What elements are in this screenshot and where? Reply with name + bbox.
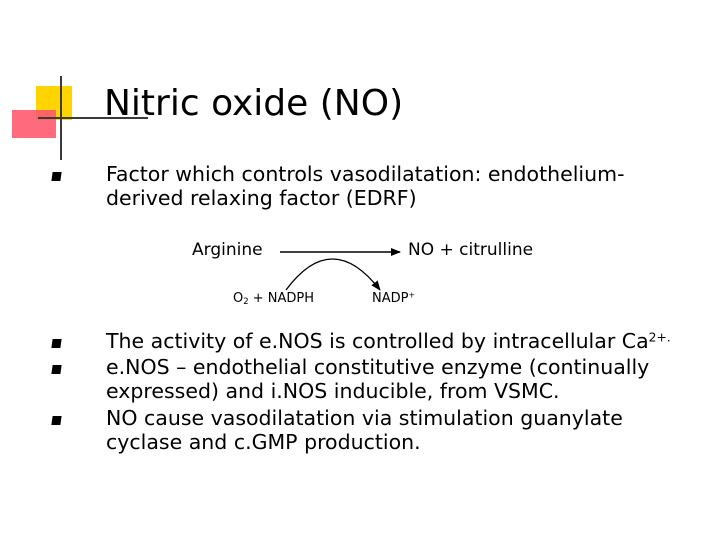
bullet-1-line-2: derived relaxing factor (EDRF) [106,186,417,210]
reaction-byproduct [372,291,415,306]
bullet-2 [106,329,671,353]
byproduct-text: NADP [372,291,409,306]
slide-title: Nitric oxide (NO) [104,83,404,124]
reaction-reactant: Arginine [192,240,263,260]
bullet-2-superscript: 2+. [648,330,671,345]
cofactor-rest: + NADPH [248,291,315,306]
reaction-product: NO + citrulline [408,240,534,260]
bullet-2-text: The activity of e.NOS is controlled by intracellular Ca [106,329,649,353]
byproduct-superscript: + [408,290,416,300]
bullet-1-line-1: Factor which controls vasodilatation: endothelium- [106,162,625,186]
bullet-3-line-1: e.NOS – endothelial constitutive enzyme (continually [106,355,650,379]
decor-red-square [12,110,56,138]
reaction-curved-arrow [286,259,380,290]
bullet-1 [106,162,625,210]
bullet-4 [106,406,623,454]
cofactor-subscript: 2 [243,296,249,307]
reaction-cofactor [233,291,314,306]
bullet-3 [106,355,649,403]
bullet-1-marker [52,172,61,181]
bullet-2-marker [52,339,61,348]
bullet-4-line-1: NO cause vasodilatation via stimulation guanylate [106,406,623,430]
bullet-4-line-2: cyclase and c.GMP production. [106,430,421,454]
bullet-3-line-2: expressed) and i.NOS inducible, from VSMC. [106,379,560,403]
bullet-3-marker [52,365,61,374]
bullet-4-marker [52,416,61,425]
cofactor-o: O [233,291,244,306]
